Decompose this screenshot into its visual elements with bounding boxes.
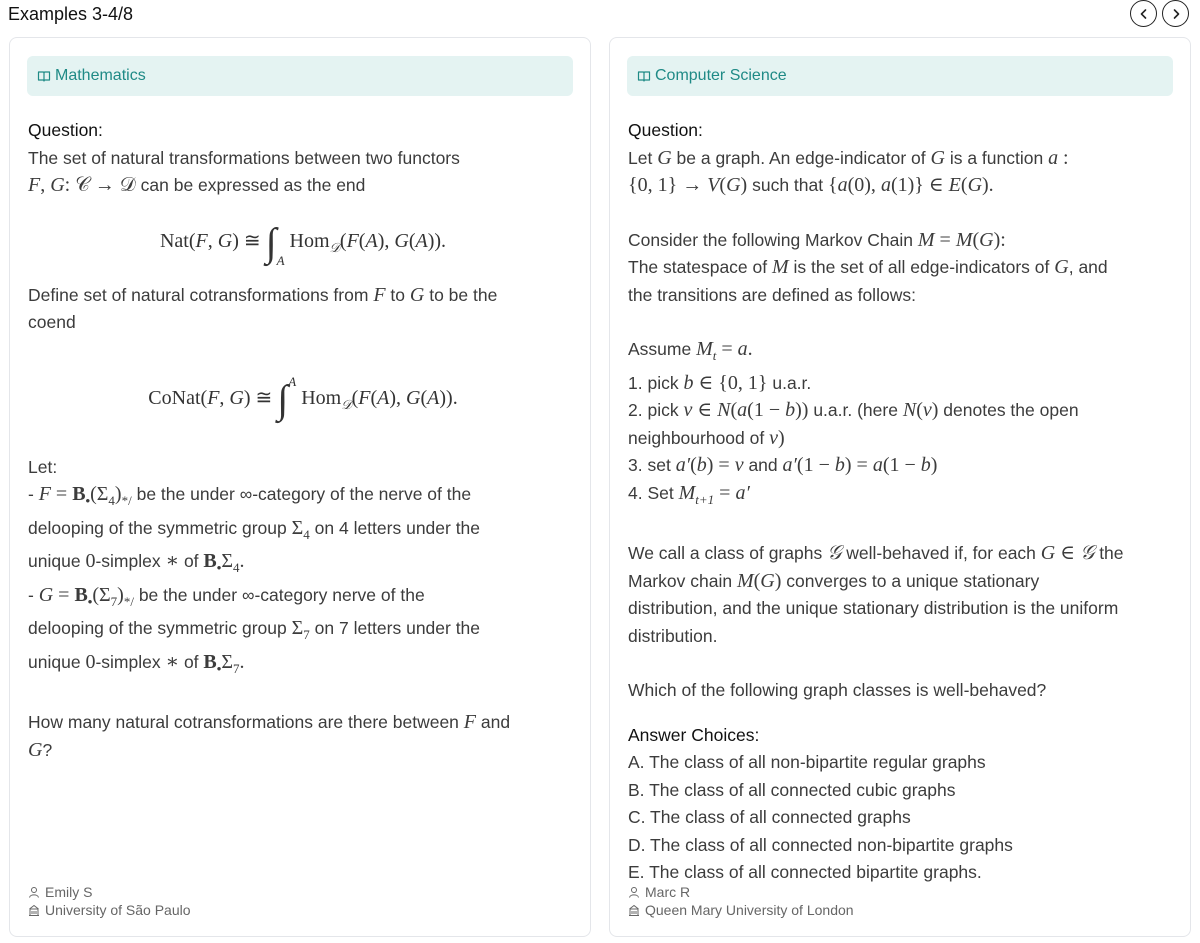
subject-label: Mathematics (55, 67, 146, 84)
text-line: F, G: 𝒞 → 𝒟 can be expressed as the end (28, 174, 366, 196)
text-line: Let G be a graph. An edge-indicator of G is a function a : (628, 146, 1069, 169)
example-card-computer-science (609, 37, 1191, 937)
text-line: delooping of the symmetric group $\Sigma_7$ on 7 letters under the (28, 617, 481, 642)
text-line: the transitions are defined as follows: (628, 284, 916, 305)
answer-choice: D. The class of all connected non-bipartite graphs (628, 834, 1013, 855)
equation-coend: CoNat(F, G) ≅ ∫$^A$ Hom$_𝒟$(F(A), G(A)). (148, 373, 458, 421)
text-line: How many natural cotransformations are there between F and (28, 711, 511, 733)
equation-end: Nat(F, G) ≅ $\int_A$ Hom$_𝒟$(F(A), G(A)). (159, 218, 447, 268)
text-line: Define set of natural cotransformations from F to G to be the (28, 283, 498, 306)
subject-label: Computer Science (655, 67, 787, 84)
text-line: 3. set a′(b) = v and a′(1 − b) = a(1 − b) (628, 454, 938, 476)
text-line: The statespace of M is the set of all edge-indicators of G, and (628, 256, 1108, 278)
example-card-mathematics (9, 37, 591, 937)
subject-badge (627, 56, 1173, 96)
next-button[interactable] (1162, 0, 1189, 27)
answer-choice: C. The class of all connected graphs (628, 807, 911, 827)
question-label: Question: (628, 120, 703, 140)
text-line: distribution, and the unique stationary distribution is the uniform (628, 598, 1119, 618)
text-line: 4. Set $M_{t+1} = a'$ (628, 481, 750, 507)
book-icon (37, 69, 51, 83)
text-line: Assume $M_t = a$. (628, 338, 753, 363)
text-line: G? (28, 738, 53, 761)
question-body (28, 117, 578, 764)
text-line: The set of natural transformations between two functors (28, 147, 460, 168)
text-line: delooping of the symmetric group $\Sigma_4$ on 4 letters under the (28, 516, 481, 542)
question-label: Question: (28, 120, 103, 140)
answer-choice: A. The class of all non-bipartite regular graphs (628, 752, 986, 772)
text-line: unique 0-simplex ∗ of $B_•\Sigma_4$. (28, 550, 245, 575)
question-body (628, 117, 1178, 887)
chevron-right-icon (1170, 8, 1182, 20)
text-line: distribution. (628, 625, 718, 646)
text-line: coend (28, 312, 76, 332)
institution: University of São Paulo (28, 902, 191, 918)
text-line: - $G = B_•(\Sigma_7)_{*/}$ be the under ∞-category nerve of the (28, 583, 425, 609)
subject-badge (27, 56, 573, 96)
user-icon (628, 886, 640, 898)
user-icon (28, 886, 40, 898)
building-icon (28, 904, 40, 916)
text-line: 1. pick b ∈ {0, 1} u.a.r. (628, 371, 812, 394)
chevron-left-icon (1138, 8, 1150, 20)
building-icon (628, 904, 640, 916)
answer-choice: E. The class of all connected bipartite graphs. (628, 862, 982, 882)
examples-counter: Examples 3-4/8 (8, 4, 134, 24)
text-line: unique 0-simplex ∗ of $B_•\Sigma_7$. (28, 650, 245, 676)
author: Emily S (28, 884, 92, 900)
text-line: We call a class of graphs 𝒢 well-behaved if, for each G ∈ 𝒢 the (628, 542, 1124, 564)
author: Marc R (628, 884, 690, 900)
text-line: Which of the following graph classes is well-behaved? (628, 680, 1047, 700)
text-line: Let: (28, 456, 58, 477)
institution: Queen Mary University of London (628, 902, 854, 918)
previous-button[interactable] (1130, 0, 1157, 27)
text-line: Markov chain M(G) converges to a unique stationary (628, 569, 1040, 592)
text-line: neighbourhood of v) (628, 426, 785, 449)
text-line: 2. pick v ∈ N(a(1 − b)) u.a.r. (here N(v) denotes the open (628, 399, 1079, 421)
book-icon (637, 69, 651, 83)
text-line: - $F = B_•(\Sigma_4)_{*/}$ be the under ∞-category of the nerve of the (28, 483, 472, 508)
text-line: Consider the following Markov Chain M = M(G): (628, 228, 1006, 251)
answer-choices-label: Answer Choices: (628, 724, 760, 745)
header (0, 0, 1200, 30)
text-line: {0, 1} → V(G) such that {a(0), a(1)} ∈ E(G). (628, 174, 994, 196)
answer-choice: B. The class of all connected cubic graphs (628, 779, 956, 800)
